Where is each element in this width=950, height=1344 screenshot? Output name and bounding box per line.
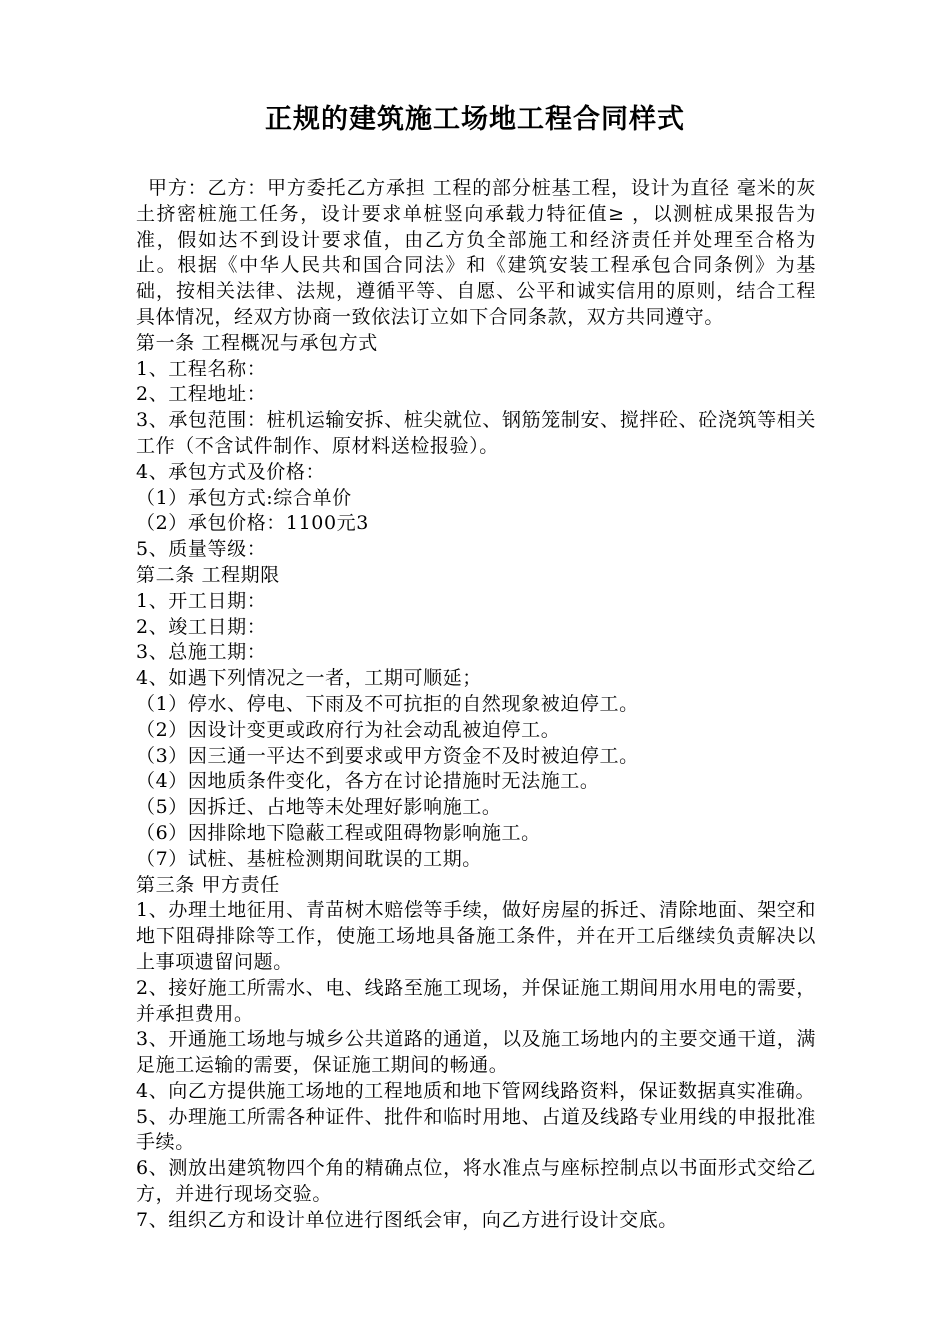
- clause-line: 4、向乙方提供施工场地的工程地质和地下管网线路资料，保证数据真实准确。: [136, 1079, 816, 1102]
- document-body: [136, 176, 816, 1234]
- clause-line: 3、总施工期：: [136, 641, 267, 664]
- clause-line: 2、竣工日期：: [136, 615, 267, 638]
- clause-line: 5、办理施工所需各种证件、批件和临时用地、占道及线路专业用线的申报批准手续。: [136, 1105, 816, 1154]
- document-title: 正规的建筑施工场地工程合同样式: [265, 104, 685, 135]
- clause-line: 4、如遇下列情况之一者，工期可顺延；: [136, 667, 482, 690]
- intro-paragraph: 甲方：乙方：甲方委托乙方承担 工程的部分桩基工程，设计为直径 毫米的灰土挤密桩施工任务，设计要求单桩竖向承载力特征值≥ ，以测桩成果报告为准，假如达不到设计要求值，由乙方负全部施工和经济责任并处理至合格为止。根据《中华人民共和国合同法》和《建筑安装工程承包合同条例》为基础，按相关法律、法规，遵循平等、自愿、公平和诚实信用的原则，结合工程具体情况，经双方协商一致依法订立如下合同条款，双方共同遵守。: [136, 177, 816, 328]
- clause-line: 1、开工日期：: [136, 589, 267, 612]
- clause-line: （5）因拆迁、占地等未处理好影响施工。: [136, 796, 502, 819]
- clause-line: （7）试桩、基桩检测期间耽误的工期。: [136, 847, 482, 870]
- clause-line: 1、工程名称：: [136, 357, 267, 380]
- clause-line: 4、承包方式及价格：: [136, 460, 326, 483]
- section-heading: 第三条 甲方责任: [136, 873, 280, 896]
- clause-line: （4）因地质条件变化，各方在讨论措施时无法施工。: [136, 770, 600, 793]
- clause-line: 3、承包范围：桩机运输安拆、桩尖就位、钢筋笼制安、搅拌砼、砼浇筑等相关工作（不含试件制作、原材料送检报验）。: [136, 409, 816, 457]
- clause-line: 1、办理土地征用、青苗树木赔偿等手续，做好房屋的拆迁、清除地面、架空和地下阻碍排除等工作，使施工场地具备施工条件，并在开工后继续负责解决以上事项遗留问题。: [136, 899, 816, 973]
- clause-line: 3、开通施工场地与城乡公共道路的通道，以及施工场地内的主要交通干道，满足施工运输的需要，保证施工期间的畅通。: [136, 1028, 816, 1077]
- clause-line: （2）因设计变更或政府行为社会动乱被迫停工。: [136, 718, 561, 741]
- clause-line: （6）因排除地下隐蔽工程或阻碍物影响施工。: [136, 821, 541, 844]
- clause-line: （1）承包方式:综合单价: [136, 486, 352, 509]
- clause-line: 7、组织乙方和设计单位进行图纸会审，向乙方进行设计交底。: [136, 1208, 678, 1231]
- clause-line: 6、测放出建筑物四个角的精确点位，将水准点与座标控制点以书面形式交给乙方，并进行现场交验。: [136, 1157, 816, 1206]
- section-heading: 第二条 工程期限: [136, 563, 280, 586]
- clause-line: （3）因三通一平达不到要求或甲方资金不及时被迫停工。: [136, 744, 639, 767]
- section-heading: 第一条 工程概况与承包方式: [136, 331, 378, 354]
- clause-line: 5、质量等级：: [136, 538, 267, 561]
- clause-line: （2）承包价格：1100元3: [136, 512, 369, 535]
- clause-line: 2、工程地址：: [136, 383, 267, 406]
- clause-line: 2、接好施工所需水、电、线路至施工现场，并保证施工期间用水用电的需要，并承担费用。: [136, 976, 816, 1025]
- clause-line: （1）停水、停电、下雨及不可抗拒的自然现象被迫停工。: [136, 692, 639, 715]
